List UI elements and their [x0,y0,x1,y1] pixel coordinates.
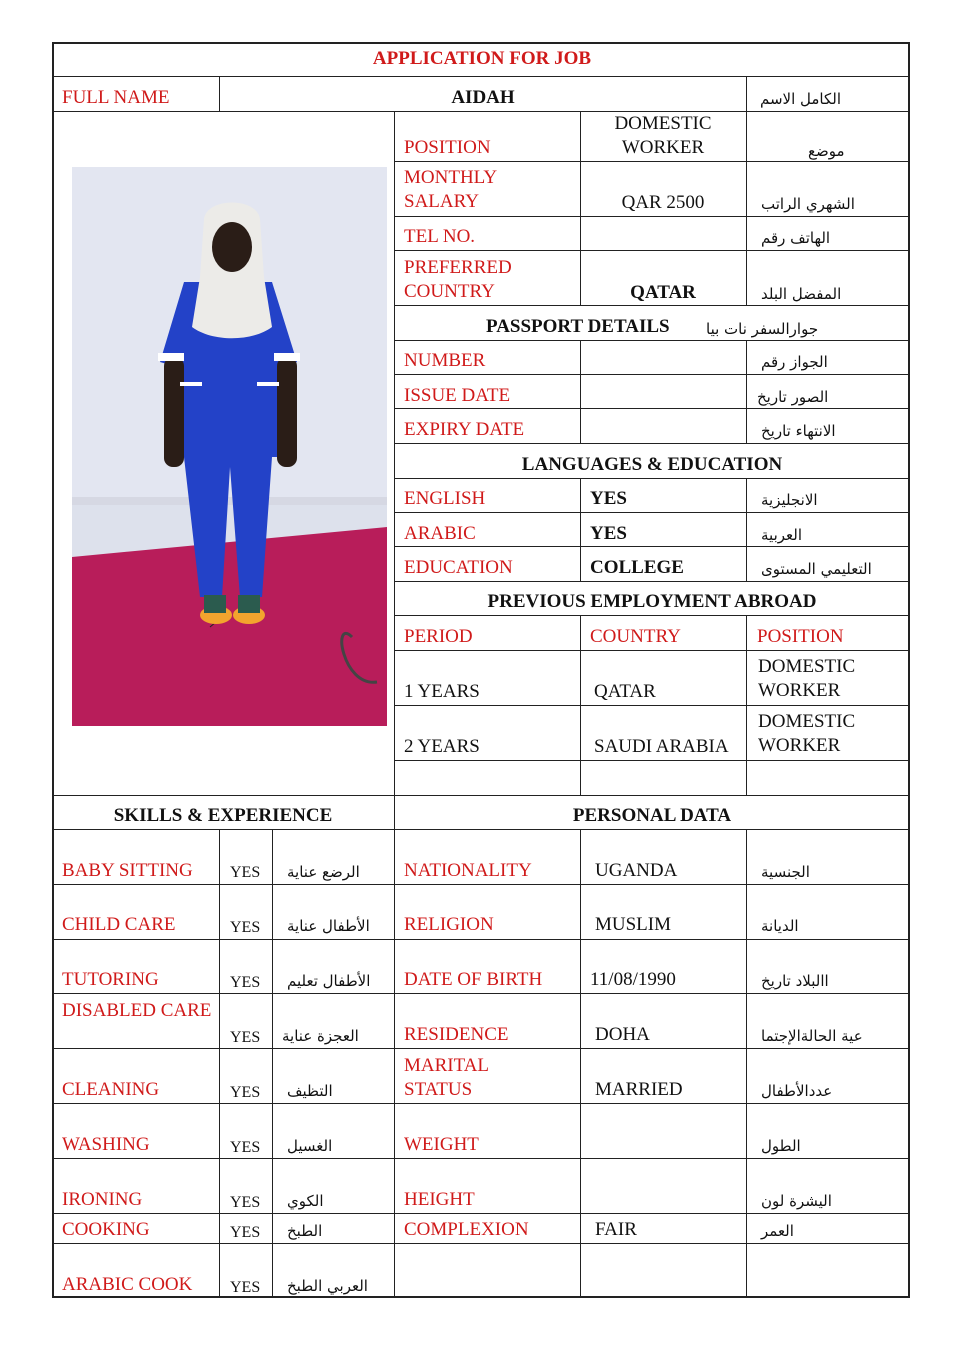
grid-line [53,1243,910,1244]
grid-line [53,884,910,885]
grid-line [394,615,910,616]
monthly-salary-value: QAR 2500 [621,192,705,213]
arabic-label: ARABIC [404,523,476,544]
nationality-value: UGANDA [595,860,678,881]
grid-line [53,993,910,994]
passport-number-arabic: الجواز رقم [761,353,828,371]
nationality-label: NATIONALITY [404,860,532,881]
employment-country: SAUDI ARABIA [594,736,729,757]
skill-value: YES [230,1224,261,1241]
arabic-arabic: العربية [761,526,802,544]
expiry-date-label: EXPIRY DATE [404,419,525,440]
employment-col-period: PERIOD [404,626,473,647]
tel-no-arabic: الهاتف رقم [761,229,831,247]
position-arabic: موضع [808,142,845,160]
complexion-label: COMPLEXION [404,1219,529,1240]
skill-label: WASHING [62,1134,150,1155]
arabic-value: YES [590,523,627,544]
full-name-label: FULL NAME [62,87,170,108]
height-arabic: اليشرة لون [761,1192,832,1210]
preferred-country-arabic: المفضل البلد [761,285,842,303]
grid-line [53,1158,910,1159]
monthly-salary-label: MONTHLY SALARY [404,167,497,212]
languages-heading: LANGUAGES & EDUCATION [521,454,783,475]
grid-line [53,829,910,830]
grid-line [394,408,910,409]
grid-line [394,512,910,513]
marital-status-label: MARITAL STATUS [404,1055,489,1100]
grid-line [394,581,910,582]
grid-line [53,1048,910,1049]
religion-value: MUSLIM [595,914,672,935]
residence-arabic: عية الحالةالإجتما [761,1027,863,1045]
grid-line [580,478,581,581]
marital-status-arabic: عددالأطفال [761,1082,833,1100]
skill-label: IRONING [62,1189,143,1210]
skill-value: YES [230,974,261,991]
skill-arabic: الأطفال عناية [287,917,370,935]
full-name-value: AIDAH [451,87,515,108]
employment-period: 1 YEARS [404,681,480,702]
grid-line [53,939,910,940]
monthly-salary-arabic: الشهري الراتب [761,195,855,213]
residence-label: RESIDENCE [404,1024,509,1045]
religion-label: RELIGION [404,914,494,935]
grid-line [53,76,910,77]
position-label: POSITION [404,137,491,158]
employment-heading: PREVIOUS EMPLOYMENT ABROAD [487,591,817,612]
skill-value: YES [230,1194,261,1211]
preferred-country-value: QATAR [630,282,696,303]
education-label: EDUCATION [404,557,513,578]
applicant-photo [72,167,387,726]
grid-line [394,250,910,251]
skill-label: COOKING [62,1219,150,1240]
date-of-birth-value: 11/08/1990 [590,969,676,990]
complexion-value: FAIR [595,1219,637,1240]
skill-value: YES [230,1279,261,1296]
grid-line [394,546,910,547]
grid-line [53,1103,910,1104]
skill-value: YES [230,919,261,936]
skill-arabic: التظيف [287,1082,333,1100]
grid-line [580,615,581,795]
skills-heading: SKILLS & EXPERIENCE [113,805,333,826]
education-value: COLLEGE [590,557,684,578]
skill-label: TUTORING [62,969,159,990]
skill-arabic: العجزة عناية [282,1027,359,1045]
height-label: HEIGHT [404,1189,475,1210]
skill-arabic: العربي الطبخ [287,1277,368,1295]
skill-arabic: الأطفال تعليم [287,972,371,990]
grid-line [746,340,747,443]
grid-line [53,1213,910,1214]
skill-arabic: الرضع عناية [287,863,360,881]
personal-heading: PERSONAL DATA [572,805,732,826]
position-value: DOMESTIC WORKER [614,113,712,158]
grid-line [746,111,747,305]
english-label: ENGLISH [404,488,486,509]
skill-label: DISABLED CARE [62,1000,212,1021]
complexion-arabic: العمر [761,1222,794,1240]
grid-line [219,829,220,1298]
english-value: YES [590,488,627,509]
education-arabic: التعليمي المستوى [761,560,872,578]
grid-line [580,829,581,1298]
employment-col-country: COUNTRY [590,626,681,647]
skill-value: YES [230,1139,261,1156]
marital-status-value: MARRIED [595,1079,683,1100]
employment-col-position: POSITION [757,626,844,647]
employment-position: DOMESTIC WORKER [758,711,856,756]
weight-arabic: الطول [761,1137,801,1155]
skill-arabic: الكوي [287,1192,324,1210]
passport-number-label: NUMBER [404,350,486,371]
grid-line [394,216,910,217]
grid-line [746,615,747,795]
grid-line [394,760,910,761]
grid-line [394,111,395,1298]
grid-line [219,76,220,111]
skill-label: BABY SITTING [62,860,193,881]
skill-label: CLEANING [62,1079,160,1100]
passport-heading: PASSPORT DETAILS [486,316,670,337]
religion-arabic: الديانة [761,917,799,935]
employment-period: 2 YEARS [404,736,480,757]
issue-date-arabic: الصور تاريخ [757,388,829,406]
grid-line [53,795,910,796]
grid-line [394,340,910,341]
issue-date-label: ISSUE DATE [404,385,511,406]
skill-label: CHILD CARE [62,914,176,935]
grid-line [394,443,910,444]
applicant-photo-illustration [72,167,387,726]
skill-value: YES [230,864,261,881]
form-title: APPLICATION FOR JOB [372,48,592,69]
skill-arabic: الطبخ [287,1222,323,1240]
weight-label: WEIGHT [404,1134,479,1155]
employment-country: QATAR [594,681,656,702]
english-arabic: الانجليزية [761,491,818,509]
date-of-birth-label: DATE OF BIRTH [404,969,543,990]
tel-no-label: TEL NO. [404,226,476,247]
grid-line [394,705,910,706]
grid-line [746,76,747,111]
residence-value: DOHA [595,1024,650,1045]
full-name-arabic: الكامل الاسم [760,90,842,108]
skill-value: YES [230,1084,261,1101]
grid-line [746,478,747,581]
expiry-date-arabic: الانتهاء تاريخ [761,422,836,440]
grid-line [394,374,910,375]
skill-arabic: الغسيل [287,1137,333,1155]
skill-label: ARABIC COOK [62,1274,193,1295]
employment-position: DOMESTIC WORKER [758,656,856,701]
nationality-arabic: الجنسية [761,863,810,881]
grid-line [580,111,581,305]
grid-line [580,340,581,443]
grid-line [746,829,747,1298]
grid-line [394,650,910,651]
grid-line [53,111,910,112]
date-of-birth-arabic: االبلاد تاريخ [761,972,829,990]
grid-line [272,829,273,1298]
skill-value: YES [230,1029,261,1046]
passport-heading-arabic: جوارالسفر نات بيا [706,320,819,338]
preferred-country-label: PREFERRED COUNTRY [404,257,512,302]
grid-line [394,478,910,479]
